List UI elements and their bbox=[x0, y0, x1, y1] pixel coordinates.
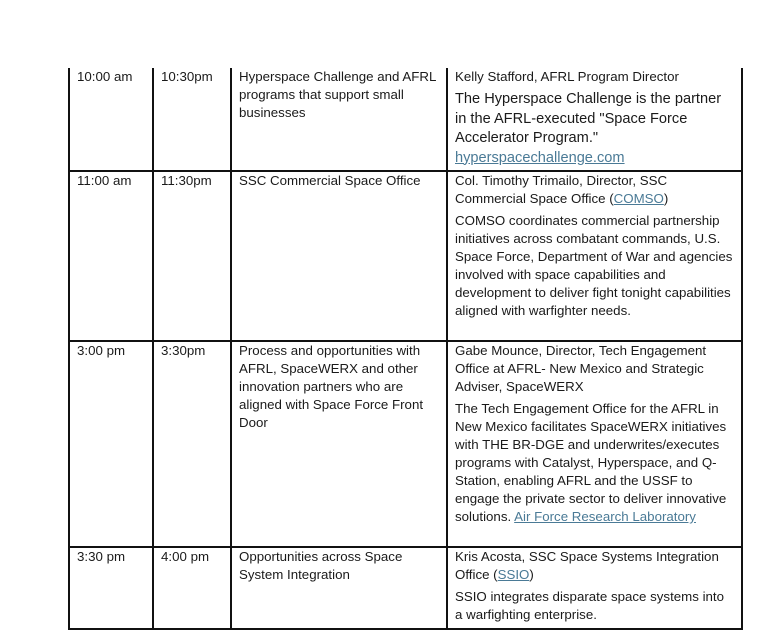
description-text: The Tech Engagement Office for the AFRL in New Mexico facilitates SpaceWERX initiatives with THE BR-DGE and underwrites/executes programs with Catalyst, Hyperspace, and Q-Station, enabling AFRL and the USSF to engage the private sector to deliver innovative solutions. bbox=[455, 401, 727, 524]
speaker-suffix: ) bbox=[529, 567, 534, 582]
start-time-cell bbox=[69, 547, 153, 629]
session-topic: Opportunities across Space System Integration bbox=[239, 549, 403, 582]
description-text: The Hyperspace Challenge is the partner in the AFRL-executed "Space Force Accelerator Program." bbox=[455, 91, 722, 146]
end-time-cell bbox=[153, 547, 231, 629]
hyperspace-challenge-link[interactable]: hyperspacechallenge.com bbox=[455, 149, 625, 166]
topic-cell bbox=[231, 68, 447, 171]
detail-cell bbox=[447, 171, 742, 341]
afrl-link[interactable]: Air Force Research Laboratory bbox=[514, 509, 696, 524]
start-time-cell bbox=[69, 68, 153, 171]
end-time: 10:30pm bbox=[161, 69, 213, 84]
start-time: 11:00 am bbox=[77, 173, 132, 188]
end-time-cell bbox=[153, 341, 231, 547]
start-time: 3:30 pm bbox=[77, 549, 126, 564]
start-time-cell bbox=[69, 341, 153, 547]
session-description bbox=[455, 400, 735, 526]
table-row bbox=[69, 341, 742, 547]
start-time: 10:00 am bbox=[77, 69, 133, 84]
session-topic: Hyperspace Challenge and AFRL programs that support small businesses bbox=[239, 69, 436, 120]
speaker: Kelly Stafford, AFRL Program Director bbox=[455, 69, 679, 84]
speaker-suffix: ) bbox=[663, 191, 669, 206]
speaker bbox=[455, 548, 735, 584]
session-description: COMSO coordinates commercial partnership initiatives across combatant commands, U.S. Space Force, Department of War and agencies involved with space capabilities and development to deliver fight tonight capabilities aligned with warfighter needs. bbox=[455, 213, 733, 318]
detail-cell bbox=[447, 68, 742, 171]
agenda-table bbox=[68, 68, 743, 630]
end-time: 4:00 pm bbox=[161, 549, 210, 564]
session-topic: Process and opportunities with AFRL, SpaceWERX and other innovation partners who are aligned with Space Force Front Door bbox=[239, 343, 424, 430]
topic-cell bbox=[231, 171, 447, 341]
speaker-text: Col. Timothy Trimailo, Director, SSC Commercial Space Office ( bbox=[455, 173, 668, 206]
session-description: SSIO integrates disparate space systems into a warfighting enterprise. bbox=[455, 589, 725, 622]
detail-cell bbox=[447, 547, 742, 629]
end-time-cell bbox=[153, 68, 231, 171]
end-time-cell bbox=[153, 171, 231, 341]
topic-cell bbox=[231, 341, 447, 547]
start-time-cell bbox=[69, 171, 153, 341]
start-time: 3:00 pm bbox=[77, 343, 126, 358]
speaker bbox=[455, 172, 735, 208]
end-time: 11:30pm bbox=[161, 173, 212, 188]
comso-link[interactable]: COMSO bbox=[613, 191, 664, 206]
session-description bbox=[455, 90, 735, 168]
table-row bbox=[69, 547, 742, 629]
ssio-link[interactable]: SSIO bbox=[497, 567, 530, 582]
speaker: Gabe Mounce, Director, Tech Engagement Office at AFRL- New Mexico and Strategic Adviser, SpaceWERX bbox=[455, 343, 707, 394]
table-row bbox=[69, 171, 742, 341]
session-topic: SSC Commercial Space Office bbox=[239, 173, 421, 188]
topic-cell bbox=[231, 547, 447, 629]
end-time: 3:30pm bbox=[161, 343, 206, 358]
speaker-text: Kris Acosta, SSC Space Systems Integration Office ( bbox=[455, 549, 719, 582]
detail-cell bbox=[447, 341, 742, 547]
table-row bbox=[69, 68, 742, 171]
